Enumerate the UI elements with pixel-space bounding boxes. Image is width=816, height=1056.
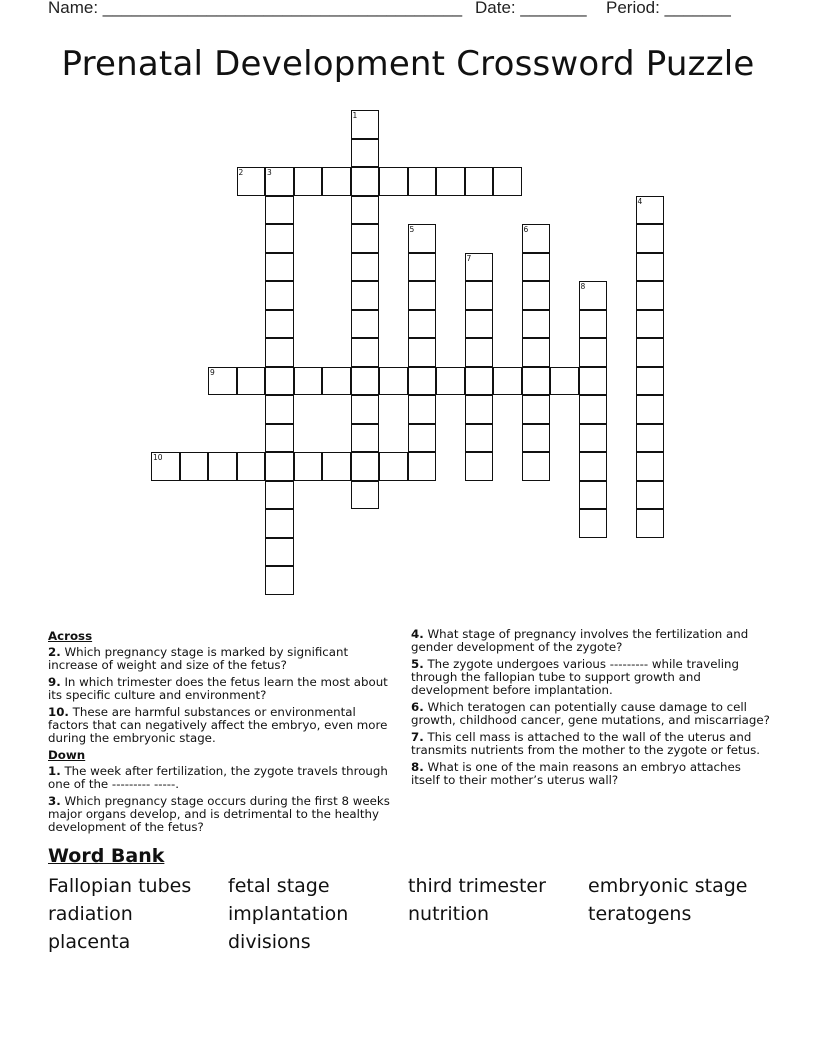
crossword-cell[interactable] [465,338,494,367]
crossword-cell[interactable] [465,310,494,339]
crossword-cell[interactable] [379,367,408,396]
crossword-cell[interactable] [522,338,551,367]
clue-number-label: 10 [153,453,163,462]
crossword-cell[interactable] [322,452,351,481]
crossword-cell[interactable] [351,281,380,310]
clue-number-label: 8 [580,282,586,291]
crossword-cell[interactable] [408,310,437,339]
crossword-cell[interactable] [265,566,294,595]
clue-number-label: 7 [466,253,472,263]
crossword-cell[interactable] [379,452,408,481]
crossword-cell[interactable] [636,481,665,510]
clue-number-label: 6 [523,225,529,234]
crossword-cell[interactable] [351,338,380,367]
crossword-cell[interactable] [636,424,665,453]
clue-down-6 [411,701,771,727]
crossword-cell[interactable] [579,424,608,453]
crossword-cell[interactable] [265,509,294,538]
word-bank-item: fetal stage [228,875,330,897]
crossword-cell[interactable] [265,338,294,367]
word-bank-item: third trimester [408,875,546,897]
clue-text: Which teratogen can potentially cause damage to cell growth, childhood cancer, gene mutations, and miscarriage? [411,700,770,727]
clue-down-5 [411,658,771,697]
crossword-cell[interactable] [550,367,579,396]
crossword-cell[interactable] [208,452,237,481]
crossword-cell[interactable] [636,281,665,310]
word-bank-item: teratogens [588,903,692,925]
clue-number-label: 9 [210,367,215,377]
crossword-cell[interactable] [522,310,551,339]
clue-text: The week after fertilization, the zygote travels through one of the --------- -----. [48,764,388,791]
crossword-cell[interactable] [465,281,494,310]
crossword-cell[interactable] [636,452,665,481]
crossword-cell[interactable] [294,367,323,396]
crossword-cell[interactable] [465,395,494,424]
clues-right-column [411,628,771,791]
crossword-cell[interactable] [579,338,608,367]
crossword-cell[interactable] [579,367,608,396]
crossword-cell[interactable] [636,253,665,282]
clue-text: Which pregnancy stage occurs during the first 8 weeks major organs develop, and is detrimental to the healthy development of the fetus? [48,794,390,834]
period-field[interactable]: Period: _______ [606,0,731,17]
crossword-cell[interactable] [351,253,380,282]
clue-number-label: 1 [352,111,358,120]
clue-across-10 [48,706,400,745]
clue-number: 2. [48,645,61,659]
clue-number: 5. [411,657,424,671]
clues-left-column [48,628,400,838]
crossword-cell[interactable] [636,509,665,538]
crossword-cell[interactable] [465,452,494,481]
crossword-cell[interactable] [579,509,608,538]
crossword-cell[interactable] [408,338,437,367]
crossword-cell[interactable] [636,310,665,339]
clue-number: 8. [411,760,424,774]
crossword-cell[interactable] [465,167,494,196]
crossword-cell[interactable] [351,310,380,339]
crossword-cell[interactable] [351,452,380,481]
crossword-cell[interactable] [408,167,437,196]
crossword-cell[interactable] [294,452,323,481]
crossword-cell[interactable] [237,367,266,396]
word-bank-item: nutrition [408,903,490,925]
crossword-cell[interactable] [351,481,380,510]
crossword-cell[interactable] [408,452,437,481]
clue-number-label: 4 [637,196,643,206]
crossword-cell[interactable] [408,253,437,282]
crossword-cell[interactable] [265,196,294,225]
crossword-cell[interactable] [237,452,266,481]
crossword-cell[interactable] [351,367,380,396]
crossword-cell[interactable] [265,395,294,424]
clue-number: 3. [48,794,61,808]
crossword-cell[interactable] [493,167,522,196]
date-field[interactable]: Date: _______ [475,0,587,17]
crossword-cell[interactable] [265,452,294,481]
crossword-cell[interactable] [379,167,408,196]
word-bank-item: implantation [228,903,349,925]
crossword-cell[interactable] [265,424,294,453]
clue-down-8 [411,761,771,787]
crossword-cell[interactable] [265,310,294,339]
crossword-cell[interactable] [522,452,551,481]
crossword-cell[interactable] [408,367,437,396]
crossword-cell[interactable] [265,253,294,282]
page-title: Prenatal Development Crossword Puzzle [61,44,755,84]
clue-down-1 [48,765,400,791]
crossword-cell[interactable] [522,395,551,424]
clue-text: In which trimester does the fetus learn the most about its specific culture and environment? [48,675,388,702]
word-bank-title: Word Bank [48,845,165,867]
crossword-cell[interactable] [351,139,380,168]
crossword-cell[interactable] [522,424,551,453]
name-field[interactable]: Name: ______________________________________ [48,0,463,17]
crossword-cell[interactable] [636,367,665,396]
crossword-cell[interactable] [579,395,608,424]
crossword-cell[interactable] [351,167,380,196]
crossword-cell[interactable] [579,481,608,510]
crossword-cell[interactable] [436,167,465,196]
crossword-cell[interactable] [351,424,380,453]
clue-across-2 [48,646,400,672]
crossword-cell[interactable] [522,253,551,282]
clue-text: These are harmful substances or environmental factors that can negatively affect the embryo, even more during the embryonic stage. [48,705,388,745]
word-bank-item: divisions [228,931,311,953]
word-bank-item: embryonic stage [588,875,748,897]
crossword-cell[interactable] [493,367,522,396]
crossword-cell[interactable] [636,338,665,367]
clue-number: 10. [48,705,69,719]
crossword-cell[interactable] [265,281,294,310]
crossword-cell[interactable] [408,424,437,453]
clue-text: Which pregnancy stage is marked by significant increase of weight and size of the fetus? [48,645,349,672]
down-heading: Down [48,748,86,762]
crossword-cell[interactable] [294,167,323,196]
crossword-cell[interactable] [351,395,380,424]
clue-text: The zygote undergoes various --------- while traveling through the fallopian tube to support growth and development before implantation. [411,657,739,697]
crossword-cell[interactable] [436,367,465,396]
clue-number: 6. [411,700,424,714]
clue-down-3 [48,795,400,834]
clue-number-label: 2 [238,168,244,177]
crossword-cell[interactable] [636,224,665,253]
crossword-cell[interactable] [465,367,494,396]
clue-number: 4. [411,627,424,641]
clue-number: 9. [48,675,61,689]
crossword-cell[interactable] [351,224,380,253]
across-heading: Across [48,629,93,643]
crossword-cell[interactable] [408,281,437,310]
crossword-cell[interactable] [465,424,494,453]
word-bank-item: placenta [48,931,131,953]
word-bank-item: Fallopian tubes [48,875,192,897]
crossword-cell[interactable] [522,281,551,310]
clue-text: What stage of pregnancy involves the fertilization and gender development of the zygote? [411,627,749,654]
crossword-cell[interactable] [351,196,380,225]
crossword-cell[interactable] [180,452,209,481]
clue-number-label: 5 [409,225,415,234]
clue-down-7 [411,731,771,757]
crossword-cell[interactable] [265,538,294,567]
crossword-cell[interactable] [579,452,608,481]
crossword-cell[interactable] [408,395,437,424]
clue-text: This cell mass is attached to the wall of the uterus and transmits nutrients from the mother to the zygote or fetus. [411,730,761,757]
crossword-cell[interactable] [265,224,294,253]
clue-down-4 [411,628,771,654]
word-bank-item: radiation [48,903,133,925]
crossword-cell[interactable] [522,367,551,396]
crossword-cell[interactable] [322,167,351,196]
clue-across-9 [48,676,400,702]
clue-number: 7. [411,730,424,744]
crossword-cell[interactable] [265,367,294,396]
crossword-cell[interactable] [579,310,608,339]
crossword-cell[interactable] [322,367,351,396]
clue-number: 1. [48,764,61,778]
clue-number-label: 3 [267,168,272,177]
crossword-cell[interactable] [265,481,294,510]
clue-text: What is one of the main reasons an embryo attaches itself to their mother’s uterus wall? [411,760,741,787]
crossword-cell[interactable] [636,395,665,424]
